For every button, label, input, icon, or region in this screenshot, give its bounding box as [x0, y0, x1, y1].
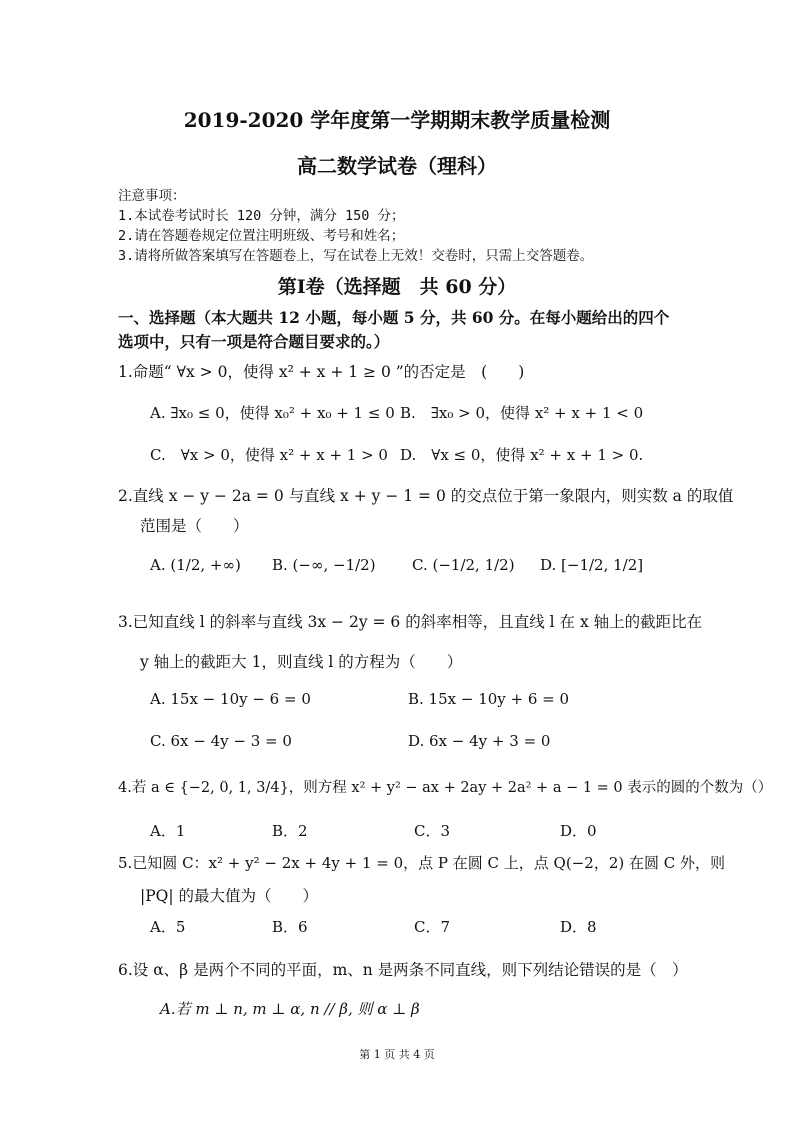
question-3-option-b: B. 15x − 10y + 6 = 0 [408, 690, 570, 708]
question-1-option-d: D. ∀x ≤ 0，使得 x² + x + 1 > 0. [400, 446, 644, 464]
question-3-stem-cont: y 轴上的截距大 1，则直线 l 的方程为（ ） [140, 653, 463, 671]
section-title: 第Ⅰ卷（选择题 共 60 分） [277, 276, 517, 298]
question-6-option-a: A.若 m ⊥ n, m ⊥ α, n // β, 则 α ⊥ β [160, 1000, 420, 1018]
question-4-stem: 4.若 a ∈ {−2, 0, 1, 3/4}，则方程 x² + y² − ax + 2ay + 2a² + a − 1 = 0 表示的圆的个数为（） [118, 780, 773, 796]
question-1-option-a: A. ∃x₀ ≤ 0，使得 x₀² + x₀ + 1 ≤ 0 [150, 404, 395, 422]
question-2-option-c: C. (−1/2, 1/2) [412, 556, 515, 574]
question-2-option-b: B. (−∞, −1/2) [272, 556, 376, 574]
question-6-stem: 6.设 α、β 是两个不同的平面，m、n 是两条不同直线，则下列结论错误的是（ ） [118, 961, 688, 979]
question-5-option-c: C．7 [414, 918, 451, 936]
question-3-option-a: A. 15x − 10y − 6 = 0 [150, 690, 311, 708]
exam-subtitle: 高二数学试卷（理科） [297, 154, 497, 178]
question-2-stem: 2.直线 x − y − 2a = 0 与直线 x + y − 1 = 0 的交点位于第一象限内，则实数 a 的取值 [118, 487, 734, 505]
question-5-stem-cont: |PQ| 的最大值为（ ） [140, 887, 319, 905]
question-5-stem: 5.已知圆 C：x² + y² − 2x + 4y + 1 = 0，点 P 在圆 C 上，点 Q(−2，2) 在圆 C 外，则 [118, 854, 725, 872]
question-5-option-d: D．8 [560, 918, 597, 936]
question-3-option-d: D. 6x − 4y + 3 = 0 [408, 732, 551, 750]
note-item: 1.本试卷考试时长 120 分钟，满分 150 分； [118, 208, 405, 224]
question-2-option-d: D. [−1/2, 1/2] [540, 556, 644, 574]
section-instructions-line2: 选项中，只有一项是符合题目要求的。） [118, 332, 390, 351]
question-5-option-a: A．5 [150, 918, 186, 936]
exam-title: 2019-2020 学年度第一学期期末教学质量检测 [183, 108, 611, 132]
note-item: 3.请将所做答案填写在答题卷上，写在试卷上无效！交卷时，只需上交答题卷。 [118, 248, 594, 264]
question-5-option-b: B．6 [272, 918, 308, 936]
page-footer: 第 1 页 共 4 页 [359, 1048, 435, 1061]
question-2-stem-cont: 范围是（ ） [140, 517, 249, 535]
note-item: 2.请在答题卷规定位置注明班级、考号和姓名； [118, 228, 405, 244]
question-1-stem: 1.命题“ ∀x > 0，使得 x² + x + 1 ≥ 0 ”的否定是 ( ) [118, 363, 525, 381]
question-3-option-c: C. 6x − 4y − 3 = 0 [150, 732, 292, 750]
section-instructions-line1: 一、选择题（本大题共 12 小题，每小题 5 分，共 60 分。在每小题给出的四个 [118, 308, 670, 327]
question-3-stem: 3.已知直线 l 的斜率与直线 3x − 2y = 6 的斜率相等，且直线 l 在 x 轴上的截距比在 [118, 613, 703, 631]
notes-heading: 注意事项： [118, 188, 186, 204]
question-2-option-a: A. (1/2, +∞) [150, 556, 241, 574]
question-1-option-b: B. ∃x₀ > 0，使得 x² + x + 1 < 0 [400, 404, 644, 422]
question-4-option-d: D．0 [560, 822, 597, 840]
question-4-option-b: B．2 [272, 822, 308, 840]
question-4-option-c: C．3 [414, 822, 451, 840]
question-4-option-a: A．1 [150, 822, 186, 840]
question-1-option-c: C. ∀x > 0，使得 x² + x + 1 > 0 [150, 446, 388, 464]
